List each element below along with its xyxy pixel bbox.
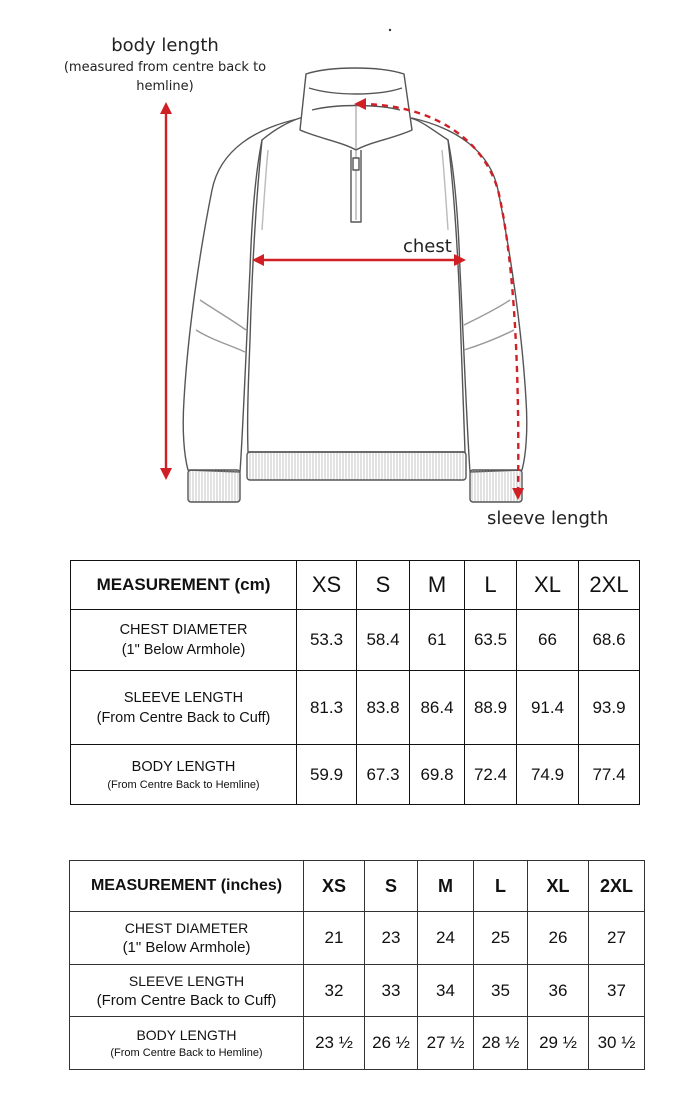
table-cell: 29 ½	[528, 1017, 589, 1070]
sleeve-length-label: sleeve length	[487, 508, 609, 529]
left-cuff	[188, 470, 240, 502]
table-row	[71, 745, 640, 805]
header-size: XL	[528, 861, 589, 912]
row-label	[70, 965, 304, 1017]
table-cell: 61	[410, 610, 465, 671]
table-cell: 25	[474, 912, 528, 965]
table-cell: 69.8	[410, 745, 465, 805]
table-cell: 93.9	[579, 671, 640, 745]
table-cell: 33	[365, 965, 418, 1017]
hem-band	[247, 452, 466, 480]
body-length-label: body length	[111, 35, 219, 56]
table-cell: 53.3	[297, 610, 357, 671]
table-cell: 91.4	[517, 671, 579, 745]
table-cell: 88.9	[465, 671, 517, 745]
row-note: (1" Below Armhole)	[122, 939, 251, 956]
header-size: 2XL	[579, 561, 640, 610]
row-note: (From Centre Back to Cuff)	[96, 991, 277, 1009]
row-label	[70, 1017, 304, 1070]
row-title: SLEEVE LENGTH	[128, 972, 245, 989]
right-cuff	[470, 470, 522, 502]
table-row	[70, 965, 645, 1017]
table-cell: 32	[304, 965, 365, 1017]
row-title: CHEST DIAMETER	[119, 622, 248, 638]
chest-label: chest	[403, 236, 452, 257]
table-header-row	[70, 861, 645, 912]
table-header-row	[71, 561, 640, 610]
header-size: S	[357, 561, 410, 610]
table-cell: 26 ½	[365, 1017, 418, 1070]
table-cell: 30 ½	[589, 1017, 645, 1070]
row-note: (From Centre Back to Cuff)	[96, 709, 271, 726]
table-cell: 63.5	[465, 610, 517, 671]
row-title: SLEEVE LENGTH	[123, 689, 244, 706]
row-label	[71, 610, 297, 671]
table-cell: 27 ½	[418, 1017, 474, 1070]
table-row	[70, 1017, 645, 1070]
table-cell: 37	[589, 965, 645, 1017]
table-cell: 24	[418, 912, 474, 965]
table-cell: 23 ½	[304, 1017, 365, 1070]
header-measurement: MEASUREMENT (cm)	[71, 561, 297, 610]
header-measurement: MEASUREMENT (inches)	[70, 861, 304, 912]
size-table-inches	[69, 860, 645, 1070]
table-cell: 68.6	[579, 610, 640, 671]
table-row	[70, 912, 645, 965]
table-cell: 23	[365, 912, 418, 965]
table-cell: 81.3	[297, 671, 357, 745]
row-title: BODY LENGTH	[136, 1027, 237, 1043]
table-cell: 27	[589, 912, 645, 965]
header-size: S	[365, 861, 418, 912]
row-label	[71, 745, 297, 805]
table-cell: 58.4	[357, 610, 410, 671]
table-cell: 74.9	[517, 745, 579, 805]
table-cell: 36	[528, 965, 589, 1017]
table-cell: 77.4	[579, 745, 640, 805]
garment-diagram	[0, 0, 700, 540]
table-cell: 59.9	[297, 745, 357, 805]
header-size: XL	[517, 561, 579, 610]
table-cell: 83.8	[357, 671, 410, 745]
row-title: BODY LENGTH	[131, 758, 236, 775]
row-title: CHEST DIAMETER	[124, 920, 249, 936]
header-size: L	[465, 561, 517, 610]
header-size: 2XL	[589, 861, 645, 912]
row-label	[71, 671, 297, 745]
row-note: (From Centre Back to Hemline)	[107, 778, 260, 791]
header-size: XS	[297, 561, 357, 610]
table-row	[71, 610, 640, 671]
table-cell: 72.4	[465, 745, 517, 805]
table-cell: 21	[304, 912, 365, 965]
header-size: M	[410, 561, 465, 610]
header-size: L	[474, 861, 528, 912]
header-size: XS	[304, 861, 365, 912]
body-length-note: (measured from centre back to hemline)	[63, 60, 267, 94]
header-size: M	[418, 861, 474, 912]
table-cell: 67.3	[357, 745, 410, 805]
table-cell: 26	[528, 912, 589, 965]
table-row	[71, 671, 640, 745]
table-cell: 28 ½	[474, 1017, 528, 1070]
size-table-cm	[70, 560, 640, 805]
row-label	[70, 912, 304, 965]
row-note: (1" Below Armhole)	[121, 642, 246, 658]
table-cell: 35	[474, 965, 528, 1017]
table-cell: 34	[418, 965, 474, 1017]
table-cell: 66	[517, 610, 579, 671]
row-note: (From Centre Back to Hemline)	[110, 1047, 263, 1059]
table-cell: 86.4	[410, 671, 465, 745]
